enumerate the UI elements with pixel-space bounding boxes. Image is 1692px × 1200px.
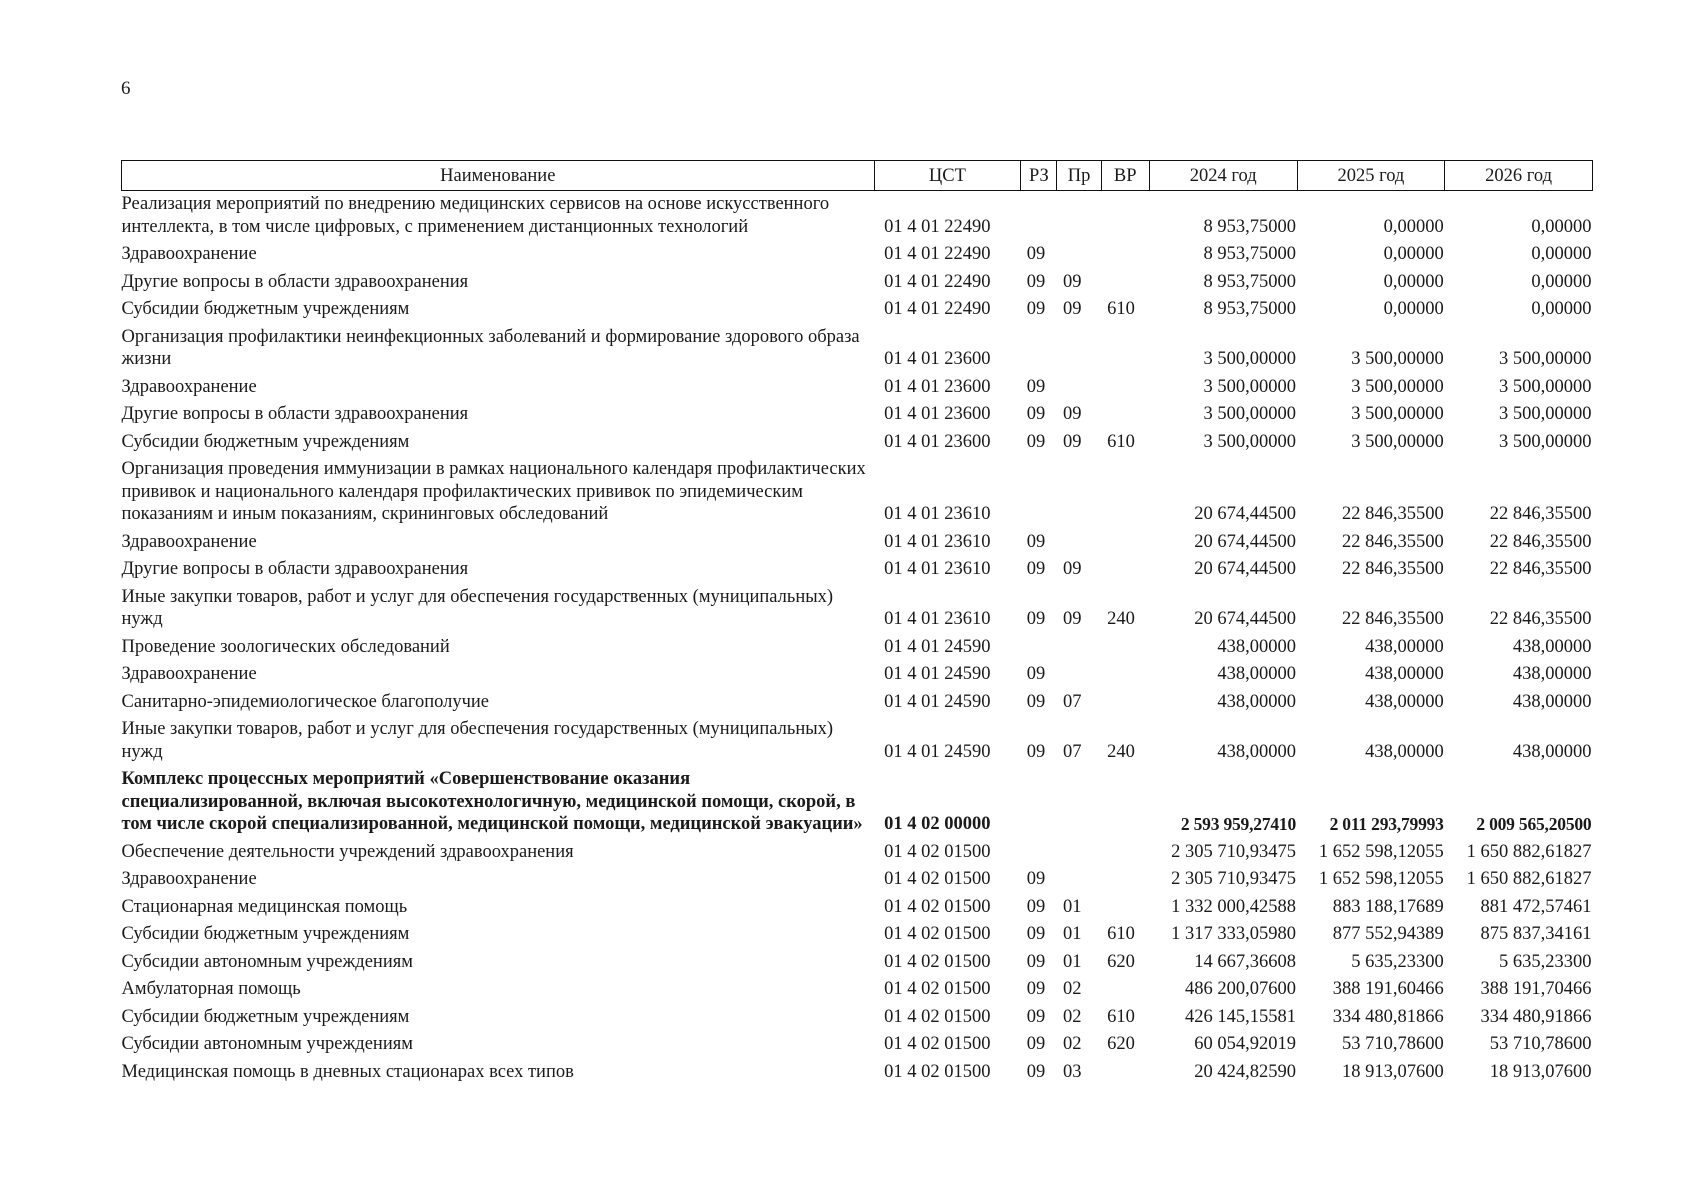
row-cst: 01 4 01 23600: [884, 349, 991, 369]
row-vr: [1101, 191, 1149, 242]
row-value-2026: 2 009 565,20500: [1476, 814, 1592, 834]
row-value-2026: 22 846,35500: [1489, 609, 1592, 629]
row-rz: 09: [1026, 376, 1046, 397]
row-pr: 02: [1062, 979, 1082, 999]
row-rz: 09: [1026, 664, 1046, 684]
row-name: Субсидии бюджетным учреждениям: [121, 924, 410, 944]
row-value-2024: 2 305 710,93475: [1171, 841, 1297, 862]
row-value-2026: 22 846,35500: [1489, 531, 1592, 552]
table-row: [122, 661, 1593, 689]
row-name: Обеспечение деятельности учреждений здравоохранения: [121, 841, 574, 862]
row-rz: 09: [1026, 559, 1046, 579]
row-pr: [1057, 634, 1101, 662]
row-value-2024: 1 317 333,05980: [1171, 924, 1297, 944]
header-2026: 2026 год: [1445, 161, 1593, 191]
row-value-2026: 334 480,91866: [1480, 1006, 1592, 1027]
table-row: [122, 634, 1593, 662]
row-pr: 01: [1062, 924, 1082, 944]
row-value-2024: 1 332 000,42588: [1171, 896, 1297, 917]
table-row: [122, 866, 1593, 894]
table-row: [122, 556, 1593, 584]
row-value-2026: 18 913,07600: [1489, 1061, 1592, 1082]
row-cst: 01 4 01 24590: [884, 664, 991, 684]
row-value-2025: 388 191,60466: [1332, 979, 1444, 999]
row-value-2024: 426 145,15581: [1185, 1006, 1297, 1027]
row-value-2026: 5 635,23300: [1499, 951, 1592, 972]
row-vr: 610: [1107, 924, 1135, 944]
row-name: Медицинская помощь в дневных стационарах всех типов: [121, 1061, 574, 1082]
table-row: [122, 716, 1593, 766]
table-row: [122, 456, 1593, 529]
row-cst: 01 4 01 22490: [884, 244, 991, 264]
row-vr: 610: [1107, 299, 1135, 319]
row-name: Организация проведения иммунизации в рамках национального календаря профилактических прививок и национального календаря профилактических прививок по эпидемическим показаниям и иным показаниям, скрининговых обследований: [121, 459, 866, 524]
table-row: [122, 429, 1593, 457]
row-vr: 610: [1107, 431, 1135, 452]
row-value-2024: 3 500,00000: [1203, 431, 1297, 452]
row-rz: [1021, 766, 1057, 839]
row-rz: 09: [1026, 609, 1046, 629]
row-vr: [1101, 556, 1149, 584]
row-name: Субсидии бюджетным учреждениям: [121, 1006, 410, 1027]
row-cst: 01 4 02 01500: [884, 924, 991, 944]
row-name: Стационарная медицинская помощь: [121, 896, 408, 917]
row-rz: [1021, 191, 1057, 242]
table-row: [122, 296, 1593, 324]
row-value-2025: 438,00000: [1365, 741, 1444, 762]
row-vr: [1101, 529, 1149, 557]
row-rz: 09: [1026, 271, 1046, 292]
row-rz: 09: [1026, 741, 1046, 762]
row-value-2024: 20 424,82590: [1194, 1061, 1297, 1082]
row-vr: [1101, 766, 1149, 839]
row-pr: [1057, 456, 1101, 529]
row-value-2026: 0,00000: [1531, 271, 1592, 292]
row-pr: 09: [1062, 299, 1082, 319]
row-vr: 240: [1107, 609, 1135, 629]
row-pr: 02: [1062, 1034, 1082, 1054]
header-2025: 2025 год: [1297, 161, 1445, 191]
row-cst: 01 4 02 01500: [884, 1061, 991, 1082]
row-rz: 09: [1026, 951, 1046, 972]
row-name: Здравоохранение: [121, 664, 257, 684]
row-vr: [1101, 269, 1149, 297]
row-name: Субсидии автономным учреждениям: [121, 1034, 413, 1054]
row-cst: 01 4 02 01500: [884, 1006, 991, 1027]
row-name: Другие вопросы в области здравоохранения: [121, 404, 469, 424]
table-row: [122, 241, 1593, 269]
row-cst: 01 4 01 23610: [884, 609, 991, 629]
row-rz: 09: [1026, 691, 1046, 712]
row-value-2026: 388 191,70466: [1480, 979, 1592, 999]
row-pr: 07: [1062, 691, 1082, 712]
row-pr: [1057, 661, 1101, 689]
row-vr: [1101, 689, 1149, 717]
row-pr: 07: [1062, 741, 1082, 762]
header-rz: РЗ: [1021, 161, 1057, 191]
row-pr: [1057, 766, 1101, 839]
table-row: [122, 689, 1593, 717]
row-pr: 09: [1062, 431, 1082, 452]
row-pr: [1057, 191, 1101, 242]
row-value-2024: 20 674,44500: [1194, 609, 1297, 629]
row-vr: [1101, 374, 1149, 402]
row-cst: 01 4 02 01500: [884, 869, 991, 889]
row-value-2026: 3 500,00000: [1499, 376, 1592, 397]
row-vr: [1101, 324, 1149, 374]
row-rz: 09: [1026, 404, 1046, 424]
row-name: Организация профилактики неинфекционных заболеваний и формирование здорового образа жизни: [121, 326, 860, 369]
row-name: Амбулаторная помощь: [121, 979, 301, 999]
row-vr: [1101, 976, 1149, 1004]
header-vr: ВР: [1101, 161, 1149, 191]
row-rz: 09: [1026, 979, 1046, 999]
header-name: Наименование: [122, 161, 875, 191]
table-row: [122, 401, 1593, 429]
row-value-2024: 8 953,75000: [1203, 299, 1297, 319]
row-value-2025: 3 500,00000: [1351, 376, 1444, 397]
row-name: Другие вопросы в области здравоохранения: [121, 559, 469, 579]
row-value-2024: 3 500,00000: [1203, 349, 1297, 369]
table-row: [122, 269, 1593, 297]
row-vr: [1101, 241, 1149, 269]
row-value-2025: 2 011 293,79993: [1329, 814, 1444, 834]
row-cst: 01 4 01 23600: [884, 431, 991, 452]
row-value-2026: 1 650 882,61827: [1466, 841, 1592, 862]
row-cst: 01 4 01 23600: [884, 376, 991, 397]
row-rz: 09: [1026, 1061, 1046, 1082]
row-rz: 09: [1026, 869, 1046, 889]
row-value-2025: 22 846,35500: [1341, 609, 1444, 629]
row-cst: 01 4 01 23610: [884, 504, 991, 524]
row-rz: [1021, 634, 1057, 662]
row-value-2024: 8 953,75000: [1203, 244, 1297, 264]
row-name: Другие вопросы в области здравоохранения: [121, 271, 469, 292]
row-value-2024: 438,00000: [1217, 691, 1297, 712]
row-name: Санитарно-эпидемиологическое благополучие: [121, 691, 490, 712]
row-value-2025: 22 846,35500: [1341, 531, 1444, 552]
row-cst: 01 4 02 00000: [884, 814, 991, 834]
row-cst: 01 4 02 01500: [884, 1034, 991, 1054]
table-row: [122, 976, 1593, 1004]
row-value-2025: 18 913,07600: [1341, 1061, 1444, 1082]
row-value-2025: 438,00000: [1365, 664, 1444, 684]
row-name: Реализация мероприятий по внедрению медицинских сервисов на основе искусственного интеллекта, в том числе цифровых, с применением дистанционных технологий: [121, 194, 830, 237]
row-value-2025: 1 652 598,12055: [1318, 841, 1444, 862]
row-value-2025: 0,00000: [1383, 299, 1444, 319]
table-row: [122, 1004, 1593, 1032]
row-vr: 620: [1107, 951, 1135, 972]
row-value-2026: 0,00000: [1531, 299, 1592, 319]
row-value-2024: 3 500,00000: [1203, 376, 1297, 397]
row-vr: [1101, 866, 1149, 894]
page-number: 6: [121, 78, 131, 99]
row-value-2025: 438,00000: [1365, 636, 1444, 657]
row-value-2024: 438,00000: [1217, 741, 1297, 762]
row-vr: [1101, 634, 1149, 662]
row-value-2024: 8 953,75000: [1203, 216, 1297, 237]
row-value-2024: 438,00000: [1217, 636, 1297, 657]
row-value-2026: 438,00000: [1512, 691, 1592, 712]
row-rz: 09: [1026, 924, 1046, 944]
table-row: [122, 894, 1593, 922]
row-pr: 01: [1062, 896, 1082, 917]
row-value-2025: 3 500,00000: [1351, 349, 1444, 369]
header-2024: 2024 год: [1149, 161, 1297, 191]
row-value-2026: 53 710,78600: [1489, 1034, 1592, 1054]
row-vr: [1101, 661, 1149, 689]
row-vr: [1101, 839, 1149, 867]
row-value-2025: 3 500,00000: [1351, 431, 1444, 452]
row-pr: [1057, 324, 1101, 374]
table-row: [122, 766, 1593, 839]
row-vr: [1101, 456, 1149, 529]
row-value-2024: 486 200,07600: [1185, 979, 1297, 999]
row-cst: 01 4 02 01500: [884, 896, 991, 917]
row-rz: [1021, 456, 1057, 529]
row-name: Здравоохранение: [121, 244, 257, 264]
row-value-2024: 20 674,44500: [1194, 504, 1297, 524]
row-value-2025: 438,00000: [1365, 691, 1444, 712]
row-value-2026: 3 500,00000: [1499, 431, 1592, 452]
table-row: [122, 839, 1593, 867]
row-cst: 01 4 01 24590: [884, 741, 991, 762]
table-row: [122, 529, 1593, 557]
row-value-2026: 3 500,00000: [1499, 349, 1592, 369]
row-rz: 09: [1026, 1034, 1046, 1054]
row-rz: 09: [1026, 299, 1046, 319]
row-pr: 09: [1062, 404, 1082, 424]
row-value-2025: 22 846,35500: [1341, 559, 1444, 579]
row-value-2025: 0,00000: [1383, 271, 1444, 292]
row-pr: [1057, 241, 1101, 269]
row-name: Субсидии бюджетным учреждениям: [121, 431, 410, 452]
header-pr: Пр: [1057, 161, 1101, 191]
row-value-2024: 14 667,36608: [1194, 951, 1297, 972]
row-value-2026: 0,00000: [1531, 216, 1592, 237]
row-pr: [1057, 866, 1101, 894]
row-value-2026: 22 846,35500: [1489, 559, 1592, 579]
row-vr: [1101, 401, 1149, 429]
table-body: [122, 191, 1593, 1087]
row-name: Здравоохранение: [121, 376, 257, 397]
table-row: [122, 324, 1593, 374]
row-vr: 240: [1107, 741, 1135, 762]
row-name: Субсидии автономным учреждениям: [121, 951, 413, 972]
row-pr: 03: [1062, 1061, 1082, 1082]
row-name: Проведение зоологических обследований: [121, 636, 450, 657]
table-row: [122, 584, 1593, 634]
row-rz: [1021, 324, 1057, 374]
row-value-2024: 8 953,75000: [1203, 271, 1297, 292]
row-pr: 01: [1062, 951, 1082, 972]
row-rz: 09: [1026, 1006, 1046, 1027]
budget-table: [121, 160, 1593, 1086]
row-cst: 01 4 02 01500: [884, 841, 991, 862]
row-value-2025: 22 846,35500: [1341, 504, 1444, 524]
table-row: [122, 374, 1593, 402]
row-pr: 09: [1062, 559, 1082, 579]
row-name: Комплекс процессных мероприятий «Совершенствование оказания специализированной, включая высокотехнологичную, медицинской помощи, скорой, в том числе скорой специализированной, медицинской помощи, медицинской эвакуации»: [121, 769, 863, 834]
row-pr: 02: [1062, 1006, 1082, 1027]
row-value-2026: 881 472,57461: [1480, 896, 1592, 917]
row-pr: [1057, 374, 1101, 402]
row-vr: [1101, 894, 1149, 922]
table-row: [122, 949, 1593, 977]
row-value-2025: 0,00000: [1383, 216, 1444, 237]
row-value-2025: 3 500,00000: [1351, 404, 1444, 424]
table-row: [122, 191, 1593, 242]
row-name: Здравоохранение: [121, 531, 257, 552]
row-value-2026: 438,00000: [1512, 636, 1592, 657]
row-cst: 01 4 02 01500: [884, 951, 991, 972]
row-name: Иные закупки товаров, работ и услуг для обеспечения государственных (муниципальных) нужд: [121, 586, 834, 629]
row-value-2025: 334 480,81866: [1332, 1006, 1444, 1027]
row-value-2025: 0,00000: [1383, 244, 1444, 264]
row-value-2025: 883 188,17689: [1332, 896, 1444, 917]
row-value-2024: 20 674,44500: [1194, 559, 1297, 579]
row-value-2024: 438,00000: [1217, 664, 1297, 684]
row-value-2026: 438,00000: [1512, 664, 1592, 684]
row-vr: 610: [1107, 1006, 1135, 1027]
row-value-2026: 22 846,35500: [1489, 504, 1592, 524]
row-pr: [1057, 839, 1101, 867]
row-value-2024: 2 593 959,27410: [1180, 814, 1297, 834]
row-vr: [1101, 1059, 1149, 1087]
row-value-2025: 5 635,23300: [1351, 951, 1444, 972]
row-value-2025: 877 552,94389: [1332, 924, 1444, 944]
row-rz: 09: [1026, 896, 1046, 917]
table-row: [122, 1031, 1593, 1059]
row-pr: 09: [1062, 609, 1082, 629]
row-rz: 09: [1026, 244, 1046, 264]
row-name: Субсидии бюджетным учреждениям: [121, 299, 410, 319]
row-value-2024: 2 305 710,93475: [1171, 869, 1297, 889]
row-cst: 01 4 01 23610: [884, 531, 991, 552]
row-cst: 01 4 01 24590: [884, 636, 991, 657]
row-value-2026: 438,00000: [1512, 741, 1592, 762]
row-cst: 01 4 01 22490: [884, 216, 991, 237]
row-value-2026: 0,00000: [1531, 244, 1592, 264]
row-value-2024: 20 674,44500: [1194, 531, 1297, 552]
table-header: [122, 161, 1593, 191]
table-row: [122, 921, 1593, 949]
row-cst: 01 4 01 22490: [884, 271, 991, 292]
row-value-2024: 60 054,92019: [1194, 1034, 1297, 1054]
row-value-2024: 3 500,00000: [1203, 404, 1297, 424]
row-cst: 01 4 02 01500: [884, 979, 991, 999]
row-rz: 09: [1026, 531, 1046, 552]
row-pr: 09: [1062, 271, 1082, 292]
header-cst: ЦСТ: [874, 161, 1021, 191]
row-rz: 09: [1026, 431, 1046, 452]
row-cst: 01 4 01 23600: [884, 404, 991, 424]
row-value-2026: 875 837,34161: [1480, 924, 1592, 944]
table-row: [122, 1059, 1593, 1087]
row-name: Здравоохранение: [121, 869, 257, 889]
row-value-2025: 1 652 598,12055: [1318, 869, 1444, 889]
row-cst: 01 4 01 23610: [884, 559, 991, 579]
row-vr: 620: [1107, 1034, 1135, 1054]
row-cst: 01 4 01 24590: [884, 691, 991, 712]
row-cst: 01 4 01 22490: [884, 299, 991, 319]
row-name: Иные закупки товаров, работ и услуг для обеспечения государственных (муниципальных) нужд: [121, 719, 834, 762]
row-rz: [1021, 839, 1057, 867]
row-value-2026: 1 650 882,61827: [1466, 869, 1592, 889]
row-pr: [1057, 529, 1101, 557]
row-value-2025: 53 710,78600: [1341, 1034, 1444, 1054]
row-value-2026: 3 500,00000: [1499, 404, 1592, 424]
